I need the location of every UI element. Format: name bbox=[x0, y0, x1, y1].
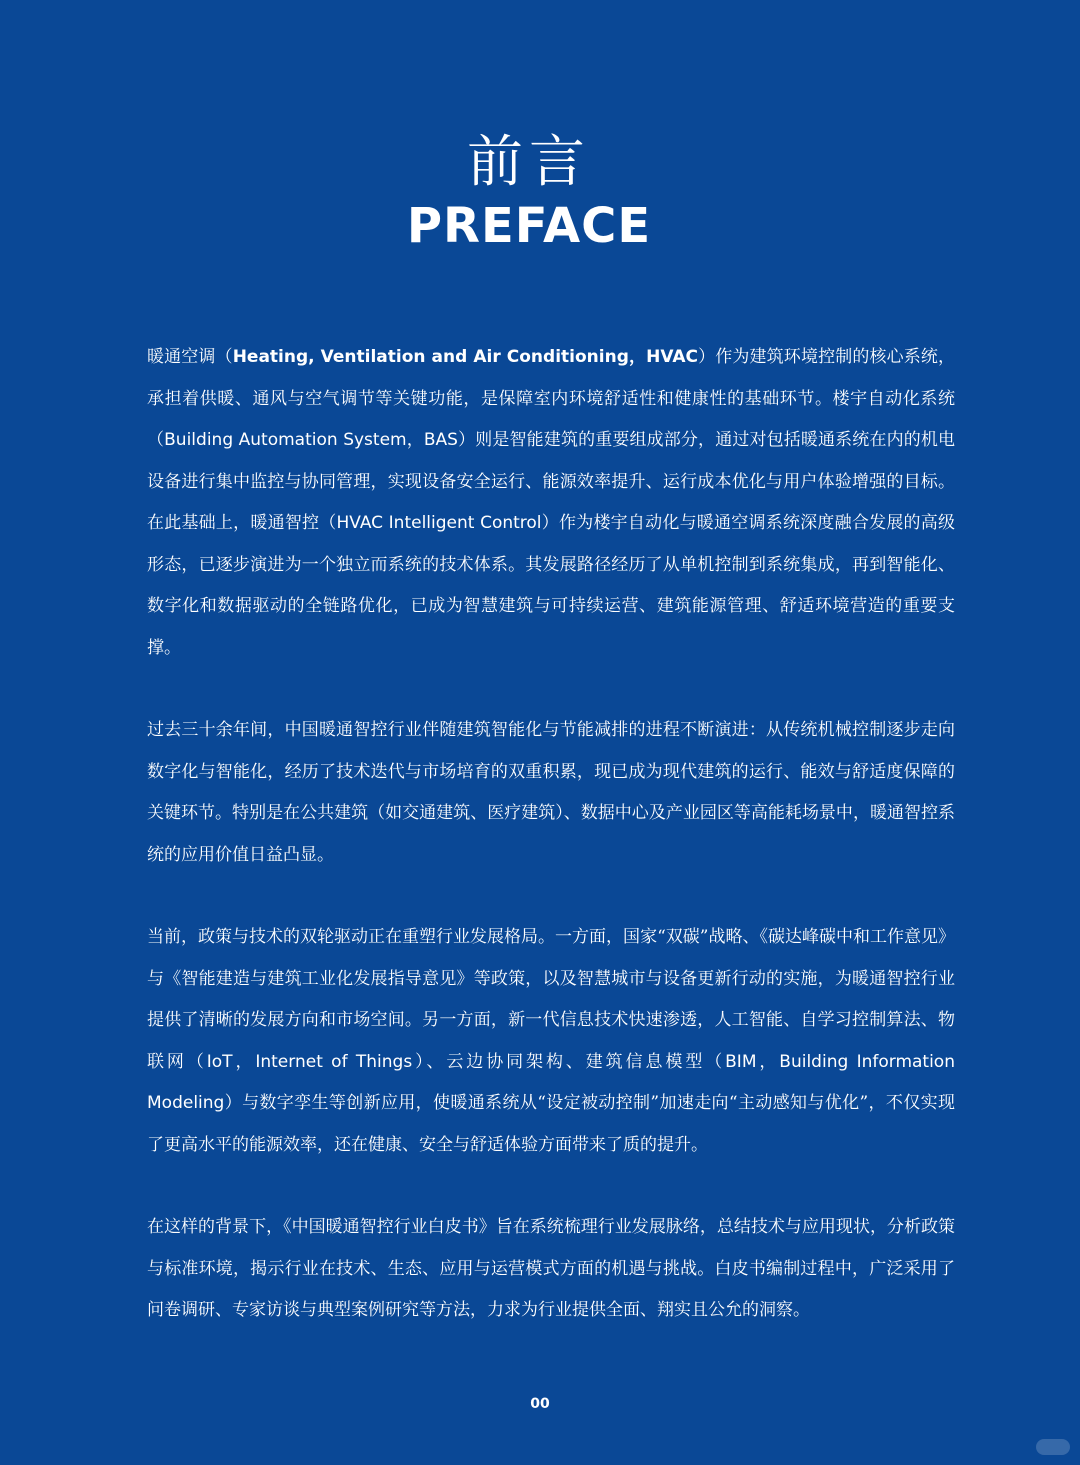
text-run-english: HVAC Intelligent Control bbox=[336, 513, 542, 533]
text-run: ）则是智能建筑的重要组成部分，通过对包括暖通系统在内的机电设备进行集中监控与协同管理，实现设备安全运行、能源效率提升、运行成本优化与用户体验增强的目标。在此基础上，暖通智控（ bbox=[147, 430, 956, 533]
page-title-chinese: 前言 bbox=[467, 130, 591, 195]
paragraph-whitepaper-purpose: 在这样的背景下，《中国暖通智控行业白皮书》旨在系统梳理行业发展脉络，总结技术与应用现状，分析政策与标准环境，揭示行业在技术、生态、应用与运营模式方面的机遇与挑战。白皮书编制过程中，广泛采用了问卷调研、专家访谈与典型案例研究等方法，力求为行业提供全面、翔实且公允的洞察。 bbox=[147, 1217, 955, 1320]
text-run: ）、云边协同架构、建筑信息模型（ bbox=[412, 1051, 726, 1072]
paragraph-policy-technology bbox=[147, 917, 955, 1166]
text-run-english: Heating, Ventilation and Air Conditioning，HVAC bbox=[232, 347, 698, 367]
page-title-english: PREFACE bbox=[406, 198, 652, 254]
text-run: ）与数字孪生等创新应用，使暖通系统从“设定被动控制”加速走向“主动感知与优化”，不仅实现了更高水平的能源效率，还在健康、安全与舒适体验方面带来了质的提升。 bbox=[147, 1093, 955, 1155]
paragraph-industry-history: 过去三十余年间，中国暖通智控行业伴随建筑智能化与节能减排的进程不断演进：从传统机械控制逐步走向数字化与智能化，经历了技术迭代与市场培育的双重积累，现已成为现代建筑的运行、能效与舒适度保障的关键环节。特别是在公共建筑（如交通建筑、医疗建筑）、数据中心及产业园区等高能耗场景中，暖通智控系统的应用价值日益凸显。 bbox=[147, 720, 955, 865]
preface-body bbox=[147, 337, 955, 1373]
text-run-english: IoT，Internet of Things bbox=[206, 1051, 413, 1072]
watermark-badge bbox=[1036, 1439, 1070, 1455]
page-number: 00 bbox=[530, 1396, 550, 1412]
text-run: 当前，政策与技术的双轮驱动正在重塑行业发展格局。一方面，国家“双碳”战略、《碳达峰碳中和工作意见》与《智能建造与建筑工业化发展指导意见》等政策，以及智慧城市与设备更新行动的实施，为暖通智控行业提供了清晰的发展方向和市场空间。另一方面，新一代信息技术快速渗透，人工智能、自学习控制算法、物联网（ bbox=[147, 927, 955, 1072]
text-run: 暖通空调（ bbox=[147, 347, 233, 367]
text-run-english: Building Automation System，BAS bbox=[164, 430, 458, 450]
text-run-english: BIM，Building Information Modeling bbox=[147, 1051, 955, 1113]
paragraph-hvac-intro bbox=[147, 337, 955, 669]
text-run: ）作为建筑环境控制的核心系统，承担着供暖、通风与空气调节等关键功能，是保障室内环境舒适性和健康性的基础环节。楼宇自动化系统（ bbox=[147, 347, 956, 450]
text-run: ）作为楼宇自动化与暖通空调系统深度融合发展的高级形态，已逐步演进为一个独立而系统的技术体系。其发展路径经历了从单机控制到系统集成，再到智能化、数字化和数据驱动的全链路优化，已成为智慧建筑与可持续运营、建筑能源管理、舒适环境营造的重要支撑。 bbox=[147, 513, 956, 658]
